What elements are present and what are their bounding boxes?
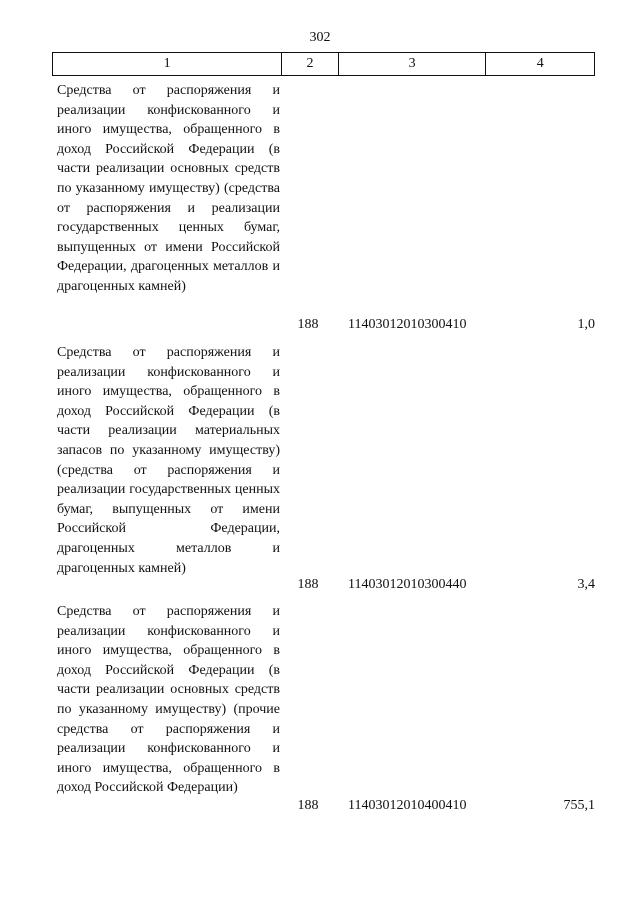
header-col-4: 4 [536, 56, 544, 71]
row-description: Средства от распоряжения и реализации конфискованного и иного имущества, обращенного в доход Российской Федерации (в части реализации материальных запасов по указанному имуществу) (средства от распоряжения и реализации государственных ценных бумаг, выпущенных от имени Российской Федерации, драгоценных металлов и драгоценных камней) [57, 345, 280, 576]
row-amount: 1,0 [577, 317, 595, 332]
page-number: 302 [309, 30, 331, 45]
row-amount: 3,4 [577, 577, 595, 592]
row-kbk: 11403012010300410 [348, 317, 467, 332]
row-amount: 755,1 [563, 798, 595, 813]
row-kbk: 11403012010400410 [348, 798, 467, 813]
header-col-3: 3 [339, 53, 486, 75]
row-admin-code: 188 [297, 798, 319, 813]
table-header-row [52, 52, 595, 76]
header-col-2: 2 [282, 53, 339, 75]
row-admin-code: 188 [297, 577, 319, 592]
row-admin-code: 188 [297, 317, 319, 332]
header-col-1: 1 [53, 53, 282, 75]
row-description: Средства от распоряжения и реализации конфискованного и иного имущества, обращенного в доход Российской Федерации (в части реализации основных средств по указанному имуществу) (прочие средства от распоряжения и реализации конфискованного и иного имущества, обращенного в доход Российской Федерации) [57, 604, 280, 796]
row-description: Средства от распоряжения и реализации конфискованного и иного имущества, обращенного в доход Российской Федерации (в части реализации основных средств по указанному имуществу) (средства от распоряжения и реализации государственных ценных бумаг, выпущенных от имени Российской Федерации, драгоценных металлов и драгоценных камней) [57, 83, 280, 294]
row-kbk: 11403012010300440 [348, 577, 467, 592]
